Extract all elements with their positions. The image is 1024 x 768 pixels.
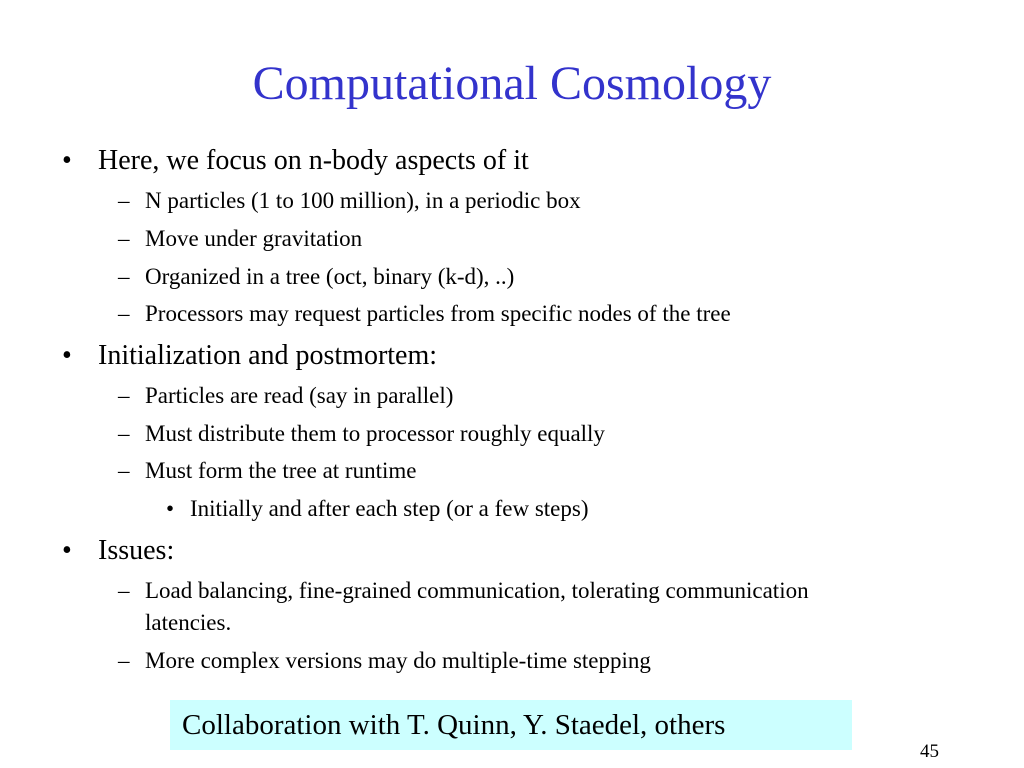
sub-bullet-text: Must form the tree at runtime	[145, 458, 417, 483]
sub-bullet-text: More complex versions may do multiple-time stepping	[145, 648, 651, 673]
dash-marker: –	[118, 458, 130, 483]
slide-title: Computational Cosmology	[252, 57, 772, 110]
sub-sub-bullet-text: Initially and after each step (or a few steps)	[190, 496, 589, 521]
bullet-marker: •	[166, 496, 175, 521]
collaboration-callout: Collaboration with T. Quinn, Y. Staedel, others	[170, 700, 852, 750]
page-number: 45	[920, 741, 939, 762]
sub-bullet-continuation: latencies.	[145, 610, 232, 635]
sub-bullet-text: Organized in a tree (oct, binary (k-d), ..)	[145, 264, 515, 289]
bullet-text: Issues:	[98, 535, 175, 566]
sub-bullet-text: Particles are read (say in parallel)	[145, 383, 454, 408]
dash-marker: –	[118, 188, 130, 213]
dash-marker: –	[118, 226, 130, 251]
sub-bullet-text: Load balancing, fine-grained communication, tolerating communication	[145, 578, 809, 603]
sub-bullet-text: N particles (1 to 100 million), in a periodic box	[145, 188, 581, 213]
dash-marker: –	[118, 301, 130, 326]
dash-marker: –	[118, 383, 130, 408]
bullet-text: Here, we focus on n-body aspects of it	[98, 145, 529, 176]
dash-marker: –	[118, 578, 130, 603]
sub-bullet-text: Move under gravitation	[145, 226, 363, 251]
bullet-marker: •	[62, 340, 72, 371]
bullet-marker: •	[62, 535, 72, 566]
dash-marker: –	[118, 264, 130, 289]
dash-marker: –	[118, 648, 130, 673]
bullet-text: Initialization and postmortem:	[98, 340, 438, 371]
bullet-marker: •	[62, 145, 72, 176]
dash-marker: –	[118, 421, 130, 446]
sub-bullet-text: Must distribute them to processor roughly equally	[145, 421, 605, 446]
sub-bullet-text: Processors may request particles from specific nodes of the tree	[145, 301, 731, 326]
